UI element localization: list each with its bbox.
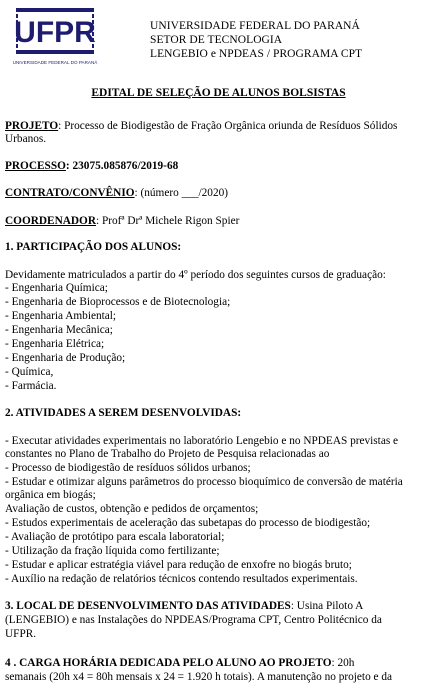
course-item: - Engenharia Química;	[5, 282, 108, 294]
coordenador-value: : Profª Drª Michele Rigon Spier	[96, 215, 240, 227]
activity-line: - Avaliação de protótipo para escala laboratorial;	[5, 531, 225, 543]
logo-subtext: UNIVERSIDADE FEDERAL DO PARANÁ	[12, 60, 98, 65]
contrato-value: : (número ___/2020)	[134, 187, 229, 199]
course-item: - Engenharia Ambiental;	[5, 310, 117, 322]
section-4-text: : 20h	[331, 657, 355, 669]
logo-text: UFPR	[14, 16, 96, 49]
section-3-text: : Usina Piloto A	[290, 600, 364, 612]
section-4-title: 4 . CARGA HORÁRIA DEDICADA PELO ALUNO AO PROJETO	[5, 657, 332, 669]
coordenador-line	[5, 215, 239, 228]
processo-value: : 23075.085876/2019-68	[65, 160, 179, 172]
projeto-text: : Processo de Biodigestão de Fração Orgânica oriunda de Resíduos Sólidos	[58, 120, 398, 132]
activity-line: - Processo de biodigestão de resíduos sólidos urbanos;	[5, 462, 251, 474]
activity-line: Avaliação de custos, obtenção e pedidos de orçamentos;	[5, 503, 259, 515]
section-3-title: 3. LOCAL DE DESENVOLVIMENTO DAS ATIVIDADES	[5, 600, 291, 612]
course-item: - Química,	[5, 366, 54, 378]
activity-line: - Utilização da fração líquida como fertilizante;	[5, 545, 220, 557]
institution-header	[150, 19, 362, 61]
course-item: - Engenharia Mecânica;	[5, 324, 113, 336]
document-title: EDITAL DE SELEÇÃO DE ALUNOS BOLSISTAS	[91, 87, 346, 99]
activity-line: - Estudos experimentais de aceleração das subetapas do processo de biodigestão;	[5, 517, 371, 529]
header-line-university: UNIVERSIDADE FEDERAL DO PARANÁ	[150, 20, 360, 32]
processo-label: PROCESSO	[5, 160, 66, 172]
contrato-line	[5, 187, 228, 200]
activity-line: - Estudar e otimizar alguns parâmetros do processo bioquímico de conversão de matéria	[5, 476, 403, 488]
processo-line	[5, 160, 178, 173]
course-item: - Engenharia de Bioprocessos e de Biotecnologia;	[5, 296, 231, 308]
section-4-line-2: semanais (20h x4 = 80h mensais x 24 = 1.920 h totais). A manutenção no projeto e da	[5, 671, 393, 683]
projeto-line	[5, 120, 397, 133]
activity-line: - Estudar e aplicar estratégia viável para redução de enxofre no biogás bruto;	[5, 559, 352, 571]
projeto-line-2: Urbanos.	[5, 133, 47, 145]
activity-line: orgânica em biogás;	[5, 489, 96, 501]
coordenador-label: COORDENADOR	[5, 215, 97, 227]
ufpr-logo	[7, 6, 107, 72]
header-line-program: LENGEBIO e NPDEAS / PROGRAMA CPT	[150, 48, 363, 60]
section-3-line-1	[5, 600, 363, 613]
projeto-label: PROJETO	[5, 120, 59, 132]
section-3-line-3: UFPR.	[5, 628, 37, 640]
header-line-sector: SETOR DE TECNOLOGIA	[150, 34, 283, 46]
course-item: - Engenharia Elétrica;	[5, 338, 105, 350]
section-3-line-2: (LENGEBIO) e nas Instalações do NPDEAS/Programa CPT, Centro Politécnico da	[5, 614, 382, 626]
section-1-intro: Devidamente matriculados a partir do 4º período dos seguintes cursos de graduação:	[5, 269, 386, 281]
course-item: - Engenharia de Produção;	[5, 352, 126, 364]
activity-line: constantes no Plano de Trabalho do Projeto de Pesquisa relacionadas ao	[5, 448, 330, 460]
activity-line: - Executar atividades experimentais no laboratório Lengebio e no NPDEAS previstas e	[5, 435, 399, 447]
section-2-title: 2. ATIVIDADES A SEREM DESENVOLVIDAS:	[5, 407, 242, 419]
section-4-line-1	[5, 657, 354, 670]
contrato-label: CONTRATO/CONVÊNIO	[5, 187, 135, 199]
activity-line: - Auxílio na redação de relatórios técnicos contendo resultados experimentais.	[5, 573, 358, 585]
section-1-title: 1. PARTICIPAÇÃO DOS ALUNOS:	[5, 241, 182, 253]
course-item: - Farmácia.	[5, 380, 57, 392]
